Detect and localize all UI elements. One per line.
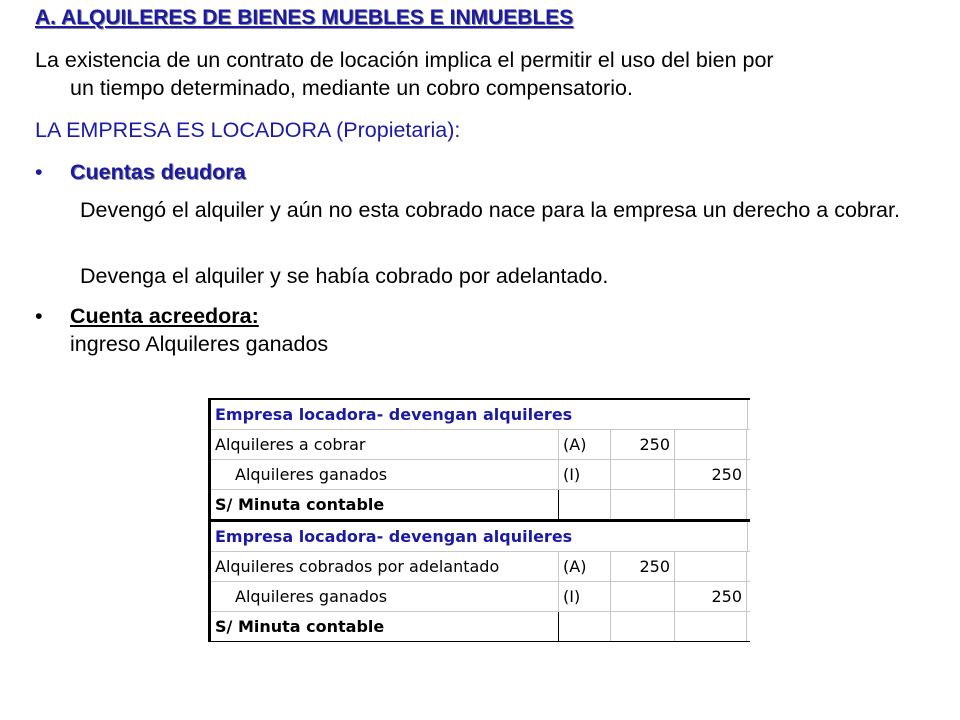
intro-line-1: La existencia de un contrato de locación implica el permitir el uso del bien por xyxy=(35,48,774,72)
debit-amount: 250 xyxy=(610,430,674,459)
credit-amount: 250 xyxy=(674,582,747,611)
intro-line-2: un tiempo determinado, mediante un cobro compensatorio. xyxy=(70,76,633,100)
entry-footer-label: S/ Minuta contable xyxy=(215,617,385,636)
journal-entry-1 xyxy=(208,398,750,522)
journal-entry-2 xyxy=(208,522,750,642)
account-type: (I) xyxy=(558,460,610,489)
table-row-footer xyxy=(211,490,750,519)
slide-title: A. ALQUILERES DE BIENES MUEBLES E INMUEBLES xyxy=(35,6,574,29)
account-type: (I) xyxy=(558,582,610,611)
table-row xyxy=(211,460,750,490)
deudora-item-1: Devengó el alquiler y aún no esta cobrado nace para la empresa un derecho a cobrar. xyxy=(80,198,900,222)
table-row xyxy=(211,552,750,582)
account-name: Alquileres ganados xyxy=(235,587,388,606)
acreedora-sub-text: ingreso Alquileres ganados xyxy=(70,332,329,356)
journal-entry-heading-row xyxy=(211,522,750,552)
debit-amount: 250 xyxy=(610,552,674,581)
table-row xyxy=(211,582,750,612)
bullet-label-deudora: Cuentas deudora xyxy=(70,160,246,184)
bullet-dot-icon: • xyxy=(35,160,43,184)
account-name: Alquileres a cobrar xyxy=(215,435,366,454)
section-subheading: LA EMPRESA ES LOCADORA (Propietaria): xyxy=(35,118,461,142)
deudora-item-2: Devenga el alquiler y se había cobrado por adelantado. xyxy=(80,264,609,288)
account-name: Alquileres ganados xyxy=(235,465,388,484)
credit-amount xyxy=(674,552,747,581)
debit-amount xyxy=(610,582,674,611)
intro-paragraph xyxy=(35,46,955,102)
account-name: Alquileres cobrados por adelantado xyxy=(215,557,500,576)
bullet-dot-icon: • xyxy=(35,304,43,328)
credit-amount xyxy=(674,430,747,459)
credit-amount: 250 xyxy=(674,460,747,489)
journal-entry-heading-row xyxy=(211,400,750,430)
entry-footer-label: S/ Minuta contable xyxy=(215,495,385,514)
table-row-footer xyxy=(211,612,750,641)
journal-entry-heading: Empresa locadora- devengan alquileres xyxy=(215,527,573,546)
journal-entry-heading: Empresa locadora- devengan alquileres xyxy=(215,405,573,424)
table-row xyxy=(211,430,750,460)
account-type: (A) xyxy=(558,430,610,459)
bullet-label-acreedora: Cuenta acreedora: xyxy=(70,304,259,328)
journal-entries-table xyxy=(208,398,747,642)
account-type: (A) xyxy=(558,552,610,581)
debit-amount xyxy=(610,460,674,489)
